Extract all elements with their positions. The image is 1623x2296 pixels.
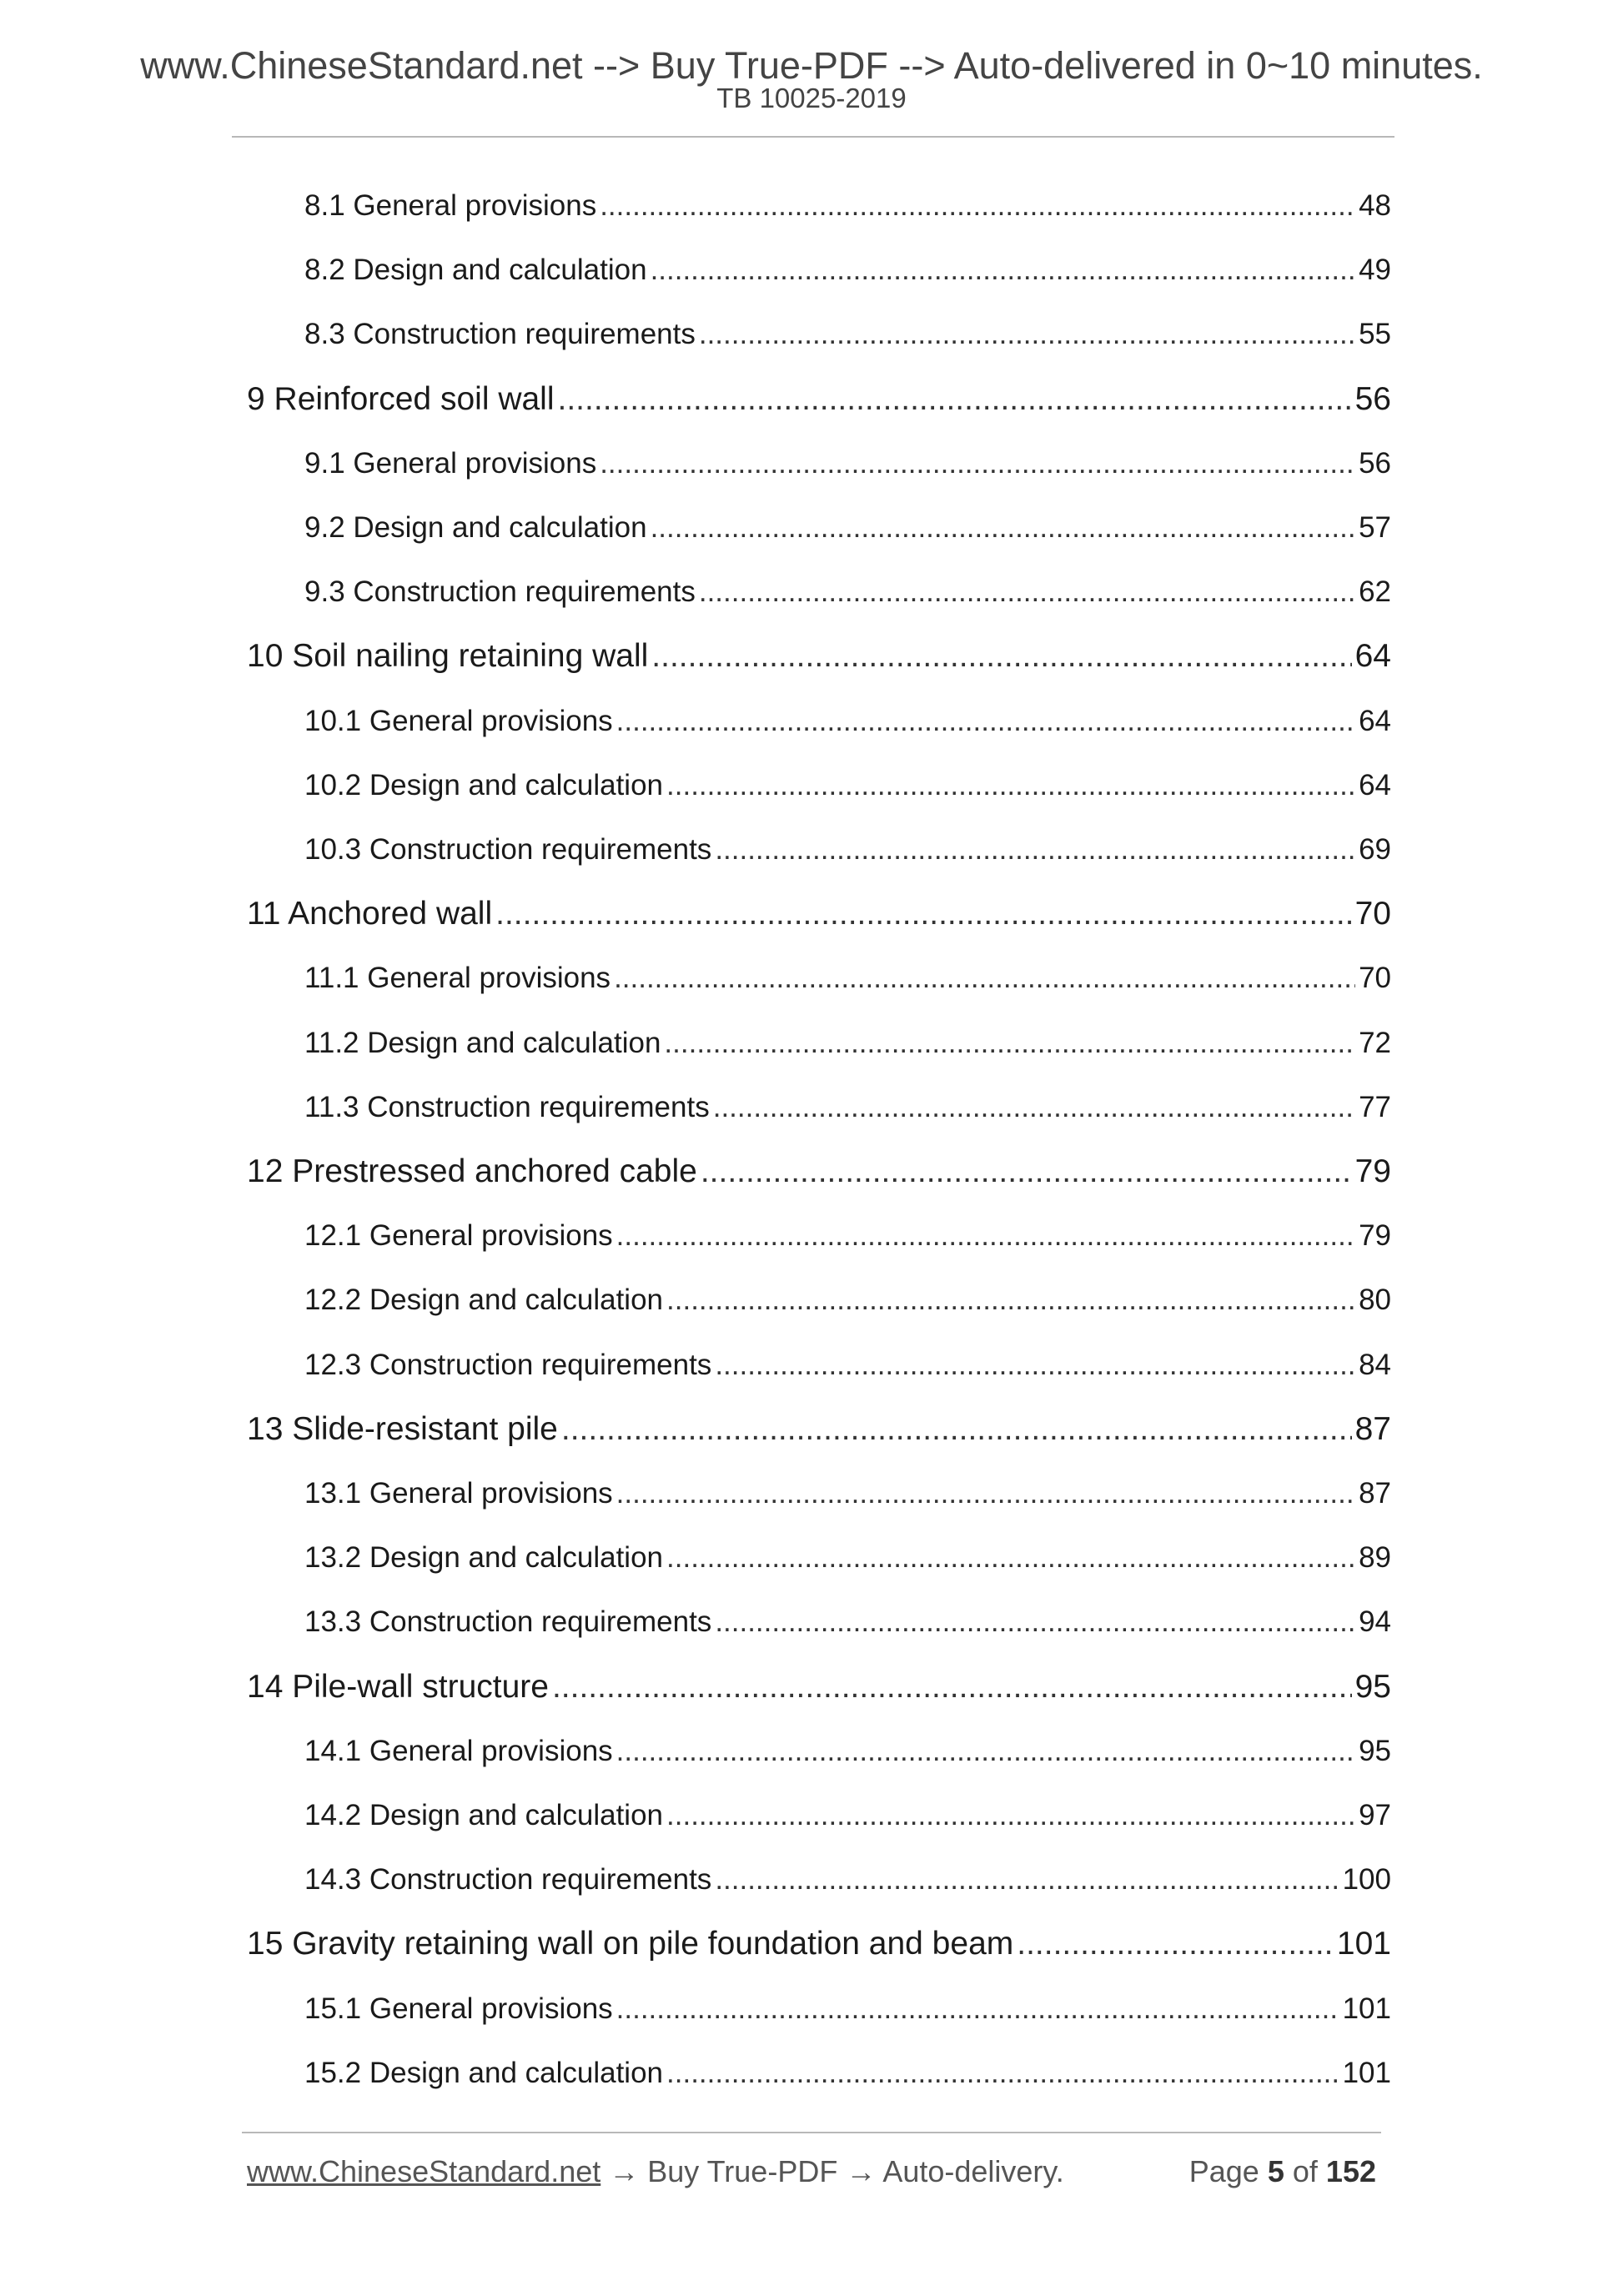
toc-section-entry[interactable]: [304, 1860, 1391, 1900]
toc-chapter-entry[interactable]: [247, 892, 1391, 936]
toc-dot-leader: [495, 892, 1351, 936]
toc-dot-leader: [701, 1150, 1352, 1193]
toc-entry-title: 10.2 Design and calculation: [304, 769, 664, 801]
toc-dot-leader: [699, 572, 1355, 612]
footer-tagline: → Buy True-PDF → Auto-delivery.: [600, 2154, 1064, 2188]
toc-entry-title: 13.3 Construction requirements: [304, 1605, 712, 1638]
toc-section-entry[interactable]: [304, 1216, 1391, 1256]
footer-page-number: [1189, 2153, 1376, 2190]
toc-section-entry[interactable]: [304, 314, 1391, 354]
toc-section-entry[interactable]: [304, 1796, 1391, 1836]
toc-section-entry[interactable]: [304, 1345, 1391, 1385]
toc-section-entry[interactable]: [304, 250, 1391, 290]
toc-section-entry[interactable]: [304, 444, 1391, 484]
page-label: Page: [1188, 2154, 1259, 2188]
toc-entry-page: 48: [1359, 189, 1391, 222]
toc-dot-leader: [600, 444, 1355, 484]
toc-dot-leader: [558, 378, 1352, 421]
toc-dot-leader: [699, 314, 1355, 354]
toc-dot-leader: [666, 1538, 1355, 1578]
toc-entry-title: 13 Slide-resistant pile: [247, 1411, 558, 1447]
toc-entry-page: 79: [1359, 1219, 1391, 1252]
toc-dot-leader: [715, 1602, 1355, 1642]
toc-section-entry[interactable]: [304, 1731, 1391, 1771]
toc-section-entry[interactable]: [304, 1023, 1391, 1063]
toc-section-entry[interactable]: [304, 701, 1391, 741]
toc-entry-page: 64: [1354, 638, 1391, 674]
current-page: 5: [1267, 2154, 1284, 2188]
toc-entry-page: 55: [1359, 318, 1391, 350]
toc-entry-page: 87: [1354, 1411, 1391, 1447]
toc-entry-title: 11.2 Design and calculation: [304, 1027, 661, 1059]
toc-entry-page: 62: [1359, 575, 1391, 608]
toc-entry-page: 79: [1354, 1153, 1391, 1189]
toc-dot-leader: [664, 1023, 1355, 1063]
footer-site-link[interactable]: www.ChineseStandard.net: [247, 2154, 601, 2188]
toc-dot-leader: [616, 1989, 1339, 2029]
toc-dot-leader: [616, 1474, 1355, 1514]
toc-entry-title: 11.3 Construction requirements: [304, 1091, 710, 1123]
toc-entry-page: 95: [1354, 1669, 1391, 1705]
total-pages: 152: [1325, 2154, 1376, 2188]
toc-entry-page: 56: [1354, 381, 1391, 417]
toc-dot-leader: [666, 1796, 1355, 1836]
toc-dot-leader: [715, 1345, 1355, 1385]
toc-section-entry[interactable]: [304, 1602, 1391, 1642]
toc-dot-leader: [651, 635, 1351, 678]
toc-entry-page: 95: [1359, 1735, 1391, 1767]
toc-section-entry[interactable]: [304, 186, 1391, 226]
toc-dot-leader: [666, 766, 1355, 806]
toc-entry-title: 12.1 General provisions: [304, 1219, 613, 1252]
toc-entry-page: 56: [1359, 447, 1391, 480]
toc-chapter-entry[interactable]: [247, 1150, 1391, 1193]
toc-entry-title: 11.1 General provisions: [304, 962, 611, 994]
toc-entry-title: 9.2 Design and calculation: [304, 511, 647, 544]
of-label: of: [1292, 2154, 1318, 2188]
toc-chapter-entry[interactable]: [247, 1665, 1391, 1709]
toc-entry-page: 101: [1342, 1992, 1391, 2025]
toc-dot-leader: [713, 1088, 1355, 1128]
toc-chapter-entry[interactable]: [247, 1408, 1391, 1451]
toc-dot-leader: [616, 1216, 1355, 1256]
toc-dot-leader: [666, 1280, 1355, 1320]
toc-entry-title: 14 Pile-wall structure: [247, 1669, 549, 1705]
toc-dot-leader: [616, 701, 1355, 741]
toc-entry-title: 9.3 Construction requirements: [304, 575, 696, 608]
toc-dot-leader: [715, 830, 1355, 870]
footer-divider: [242, 2132, 1381, 2133]
toc-dot-leader: [715, 1860, 1339, 1900]
toc-dot-leader: [600, 186, 1355, 226]
toc-entry-title: 14.2 Design and calculation: [304, 1799, 664, 1831]
toc-entry-page: 87: [1359, 1477, 1391, 1510]
toc-entry-title: 9 Reinforced soil wall: [247, 381, 555, 417]
toc-entry-title: 14.3 Construction requirements: [304, 1863, 712, 1896]
toc-entry-page: 69: [1359, 833, 1391, 866]
toc-entry-title: 8.3 Construction requirements: [304, 318, 696, 350]
toc-entry-title: 12.3 Construction requirements: [304, 1349, 712, 1381]
toc-section-entry[interactable]: [304, 508, 1391, 548]
toc-entry-title: 8.1 General provisions: [304, 189, 597, 222]
toc-entry-title: 10.3 Construction requirements: [304, 833, 712, 866]
toc-section-entry[interactable]: [304, 1538, 1391, 1578]
toc-section-entry[interactable]: [304, 1088, 1391, 1128]
toc-entry-title: 14.1 General provisions: [304, 1735, 613, 1767]
toc-section-entry[interactable]: [304, 1280, 1391, 1320]
toc-entry-title: 12 Prestressed anchored cable: [247, 1153, 697, 1189]
footer-promo: [247, 2153, 1064, 2190]
toc-entry-title: 15.2 Design and calculation: [304, 2057, 664, 2089]
toc-entry-title: 15.1 General provisions: [304, 1992, 613, 2025]
toc-dot-leader: [651, 508, 1356, 548]
toc-entry-page: 77: [1359, 1091, 1391, 1123]
toc-entry-title: 10 Soil nailing retaining wall: [247, 638, 649, 674]
toc-entry-page: 101: [1336, 1926, 1391, 1962]
toc-section-entry[interactable]: [304, 766, 1391, 806]
toc-entry-page: 97: [1359, 1799, 1391, 1831]
toc-entry-title: 12.2 Design and calculation: [304, 1284, 664, 1316]
toc-entry-page: 64: [1359, 769, 1391, 801]
toc-dot-leader: [651, 250, 1356, 290]
toc-entry-title: 8.2 Design and calculation: [304, 254, 647, 286]
toc-chapter-entry[interactable]: [247, 635, 1391, 678]
toc-chapter-entry[interactable]: [247, 378, 1391, 421]
toc-entry-page: 57: [1359, 511, 1391, 544]
toc-section-entry[interactable]: [304, 830, 1391, 870]
toc-entry-page: 70: [1354, 896, 1391, 932]
toc-section-entry[interactable]: [304, 958, 1391, 998]
toc-section-entry[interactable]: [304, 2053, 1391, 2093]
toc-dot-leader: [614, 958, 1355, 998]
toc-entry-page: 101: [1342, 2057, 1391, 2089]
toc-section-entry[interactable]: [304, 1989, 1391, 2029]
toc-entry-page: 100: [1342, 1863, 1391, 1896]
toc-section-entry[interactable]: [304, 572, 1391, 612]
toc-dot-leader: [616, 1731, 1355, 1771]
document-number: TB 10025-2019: [716, 83, 907, 113]
toc-entry-title: 13.1 General provisions: [304, 1477, 613, 1510]
toc-section-entry[interactable]: [304, 1474, 1391, 1514]
toc-entry-title: 11 Anchored wall: [247, 896, 493, 932]
toc-dot-leader: [1017, 1922, 1334, 1966]
toc-entry-page: 80: [1359, 1284, 1391, 1316]
toc-entry-page: 70: [1359, 962, 1391, 994]
toc-entry-page: 94: [1359, 1605, 1391, 1638]
toc-chapter-entry[interactable]: [247, 1922, 1391, 1966]
toc-entry-page: 64: [1359, 705, 1391, 737]
toc-entry-title: 15 Gravity retaining wall on pile foundation and beam: [247, 1926, 1014, 1962]
toc-entry-title: 13.2 Design and calculation: [304, 1541, 664, 1574]
toc-entry-page: 49: [1359, 254, 1391, 286]
toc-entry-page: 84: [1359, 1349, 1391, 1381]
toc-entry-page: 72: [1359, 1027, 1391, 1059]
header-banner: www.ChineseStandard.net --> Buy True-PDF --> Auto-delivered in 0~10 minutes.: [140, 44, 1483, 87]
toc-entry-title: 10.1 General provisions: [304, 705, 613, 737]
toc-dot-leader: [561, 1408, 1352, 1451]
toc-dot-leader: [552, 1665, 1352, 1709]
toc-dot-leader: [666, 2053, 1339, 2093]
toc-entry-page: 89: [1359, 1541, 1391, 1574]
toc-entry-title: 9.1 General provisions: [304, 447, 597, 480]
